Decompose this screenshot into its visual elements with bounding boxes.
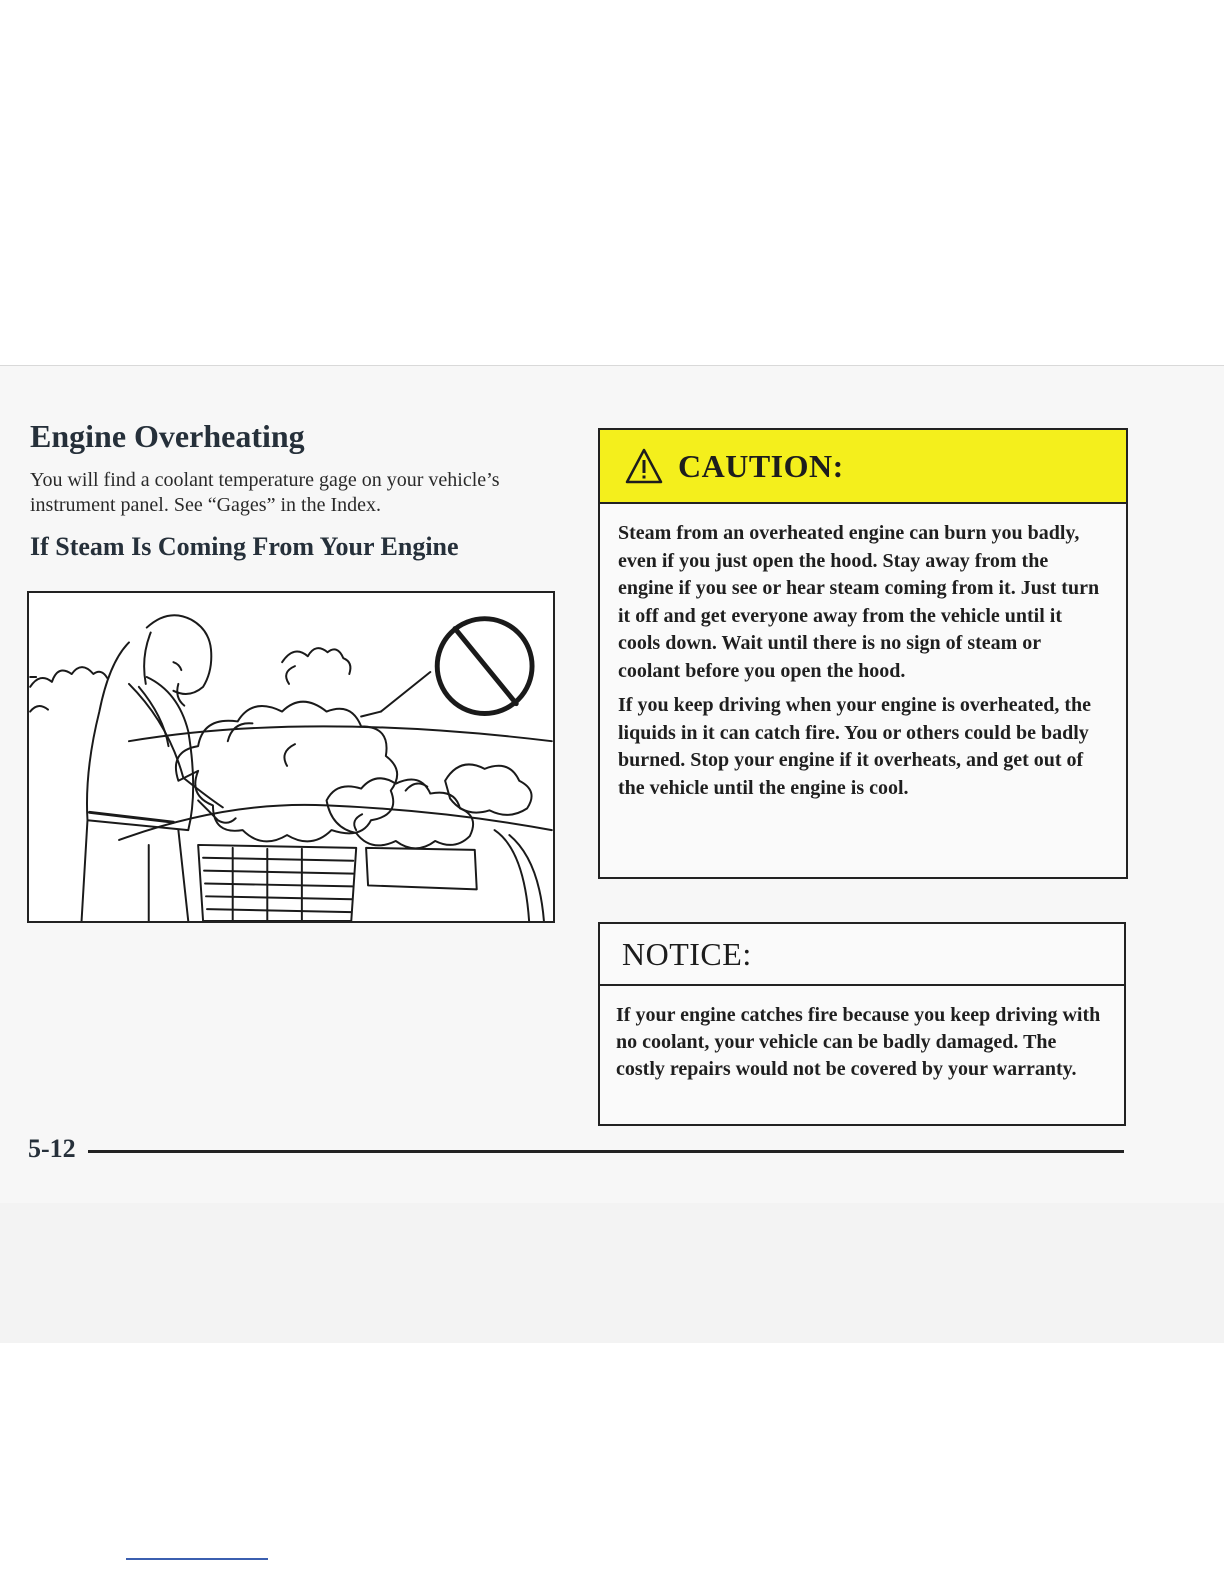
- notice-box: [598, 922, 1126, 1126]
- notice-body: [600, 986, 1124, 1083]
- divider: [126, 1558, 268, 1560]
- notice-title: NOTICE:: [622, 935, 752, 972]
- notice-text: If your engine catches fire because you keep driving with no coolant, your vehicle can be badly damaged. The costly repairs would not be covered by your warranty.: [616, 1004, 1101, 1080]
- steam-engine-illustration: [27, 591, 555, 923]
- intro-paragraph: You will find a coolant temperature gage on your vehicle’s instrument panel. See “Gages” in the Index.: [30, 469, 500, 516]
- footer-rule: [88, 1150, 1124, 1153]
- page-shadow-band: [0, 1203, 1224, 1343]
- page-number: 5-12: [28, 1134, 76, 1163]
- caution-box: [598, 428, 1128, 879]
- caution-paragraph: If you keep driving when your engine is overheated, the liquids in it can catch fire. You or others could be badly burned. Stop your engine if it overheats, and get out of the vehicle until the engine is cool.: [618, 694, 1091, 799]
- section-title: Engine Overheating: [30, 418, 305, 454]
- caution-header: [600, 430, 1126, 504]
- warning-triangle-icon: [624, 447, 664, 485]
- notice-header: [600, 924, 1124, 986]
- caution-title: CAUTION:: [678, 447, 844, 484]
- caution-paragraph: Steam from an overheated engine can burn you badly, even if you just open the hood. Stay away from the engine if you see or hear steam coming from it. Just turn it off and get everyone away from the vehicle until it cools down. Wait until there is no sign of steam or coolant before you open the hood.: [618, 522, 1100, 682]
- caution-body: [600, 504, 1126, 802]
- section-subtitle: If Steam Is Coming From Your Engine: [30, 532, 459, 561]
- no-symbol-icon: [437, 619, 532, 714]
